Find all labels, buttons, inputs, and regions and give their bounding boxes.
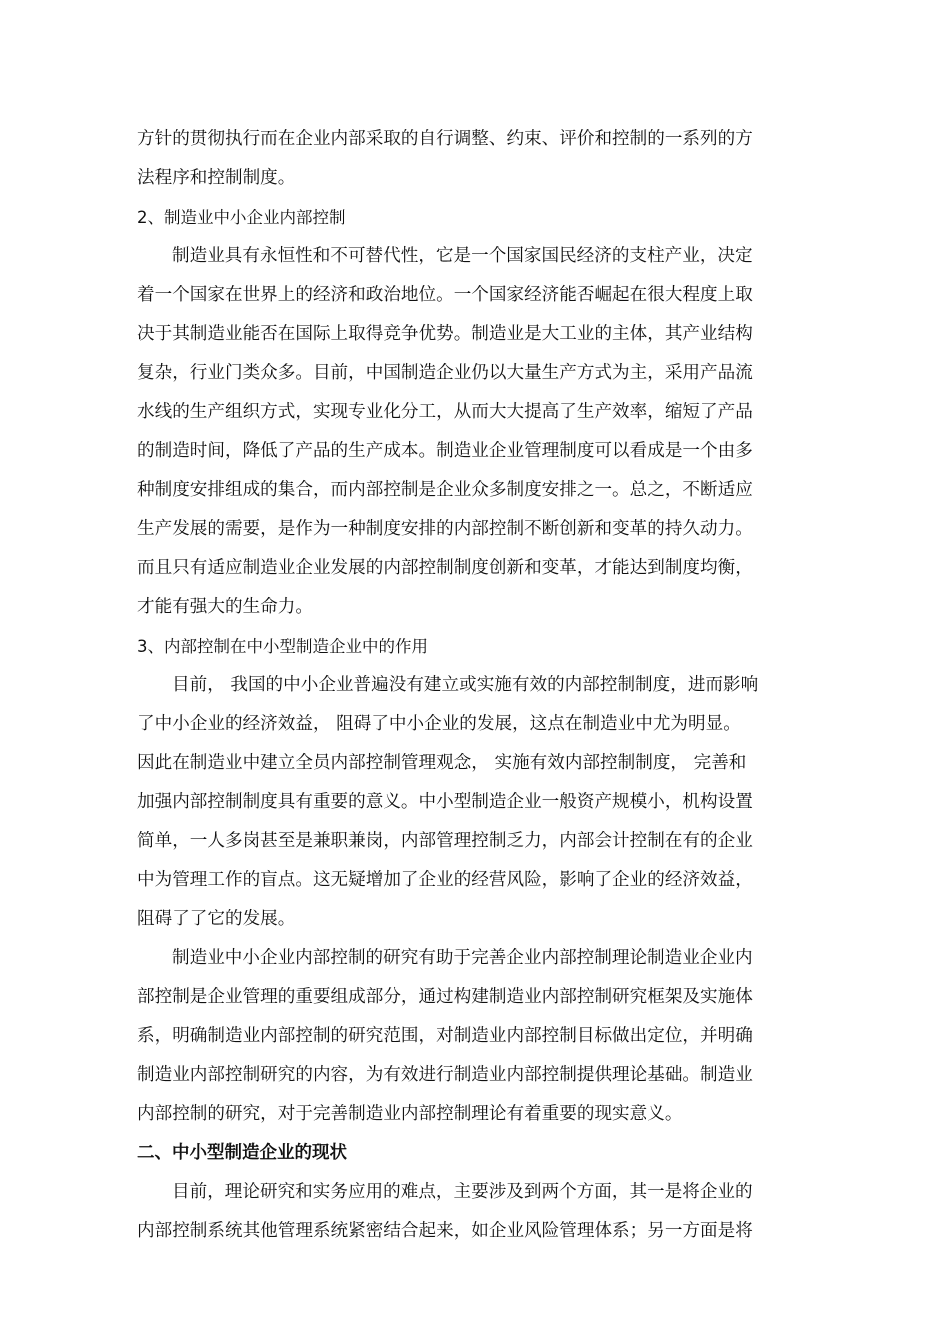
paragraph-line: 目前， 我国的中小企业普遍没有建立或实施有效的内部控制制度，进而影响: [172, 675, 759, 695]
section-subheading: 3、内部控制在中小型制造企业中的作用: [137, 637, 428, 656]
paragraph-line: 水线的生产组织方式，实现专业化分工，从而大大提高了生产效率，缩短了产品: [137, 402, 753, 422]
paragraph-line: 的制造时间，降低了产品的生产成本。制造业企业管理制度可以看成是一个由多: [137, 441, 753, 461]
paragraph-line: 方针的贯彻执行而在企业内部采取的自行调整、约束、评价和控制的一系列的方: [137, 129, 753, 149]
paragraph-line: 制造业具有永恒性和不可替代性，它是一个国家国民经济的支柱产业，决定: [172, 246, 753, 266]
paragraph-line: 法程序和控制制度。: [137, 168, 296, 188]
section-subheading: 2、制造业中小企业内部控制: [137, 208, 346, 227]
paragraph-line: 而且只有适应制造业企业发展的内部控制制度创新和变革，才能达到制度均衡，: [137, 558, 753, 578]
paragraph-line: 复杂，行业门类众多。目前，中国制造企业仍以大量生产方式为主，采用产品流: [137, 363, 753, 383]
paragraph-line: 内部控制的研究，对于完善制造业内部控制理论有着重要的现实意义。: [137, 1104, 683, 1124]
paragraph-line: 制造业中小企业内部控制的研究有助于完善企业内部控制理论制造业企业内: [172, 948, 753, 968]
paragraph-line: 着一个国家在世界上的经济和政治地位。一个国家经济能否崛起在很大程度上取: [137, 285, 753, 305]
paragraph-line: 因此在制造业中建立全员内部控制管理观念， 实施有效内部控制制度， 完善和: [137, 753, 747, 773]
paragraph-line: 了中小企业的经济效益， 阻碍了中小企业的发展，这点在制造业中尤为明显。: [137, 714, 741, 734]
paragraph-line: 中为管理工作的盲点。这无疑增加了企业的经营风险，影响了企业的经济效益，: [137, 870, 753, 890]
paragraph-line: 加强内部控制制度具有重要的意义。中小型制造企业一般资产规模小，机构设置: [137, 792, 753, 812]
paragraph-line: 生产发展的需要，是作为一种制度安排的内部控制不断创新和变革的持久动力。: [137, 519, 753, 539]
paragraph-line: 决于其制造业能否在国际上取得竞争优势。制造业是大工业的主体，其产业结构: [137, 324, 753, 344]
paragraph-line: 目前，理论研究和实务应用的难点，主要涉及到两个方面，其一是将企业的: [172, 1182, 753, 1202]
paragraph-line: 部控制是企业管理的重要组成部分，通过构建制造业内部控制研究框架及实施体: [137, 987, 753, 1007]
paragraph-line: 制造业内部控制研究的内容，为有效进行制造业内部控制提供理论基础。制造业: [137, 1065, 753, 1085]
paragraph-line: 简单，一人多岗甚至是兼职兼岗，内部管理控制乏力，内部会计控制在有的企业: [137, 831, 753, 851]
paragraph-line: 阻碍了了它的发展。: [137, 909, 296, 929]
section-heading: 二、中小型制造企业的现状: [137, 1143, 347, 1163]
paragraph-line: 才能有强大的生命力。: [137, 597, 313, 617]
paragraph-line: 内部控制系统其他管理系统紧密结合起来，如企业风险管理体系；另一方面是将: [137, 1221, 753, 1241]
document-body: [137, 120, 812, 1251]
paragraph-line: 种制度安排组成的集合，而内部控制是企业众多制度安排之一。总之，不断适应: [137, 480, 753, 500]
paragraph-line: 系，明确制造业内部控制的研究范围，对制造业内部控制目标做出定位，并明确: [137, 1026, 753, 1046]
